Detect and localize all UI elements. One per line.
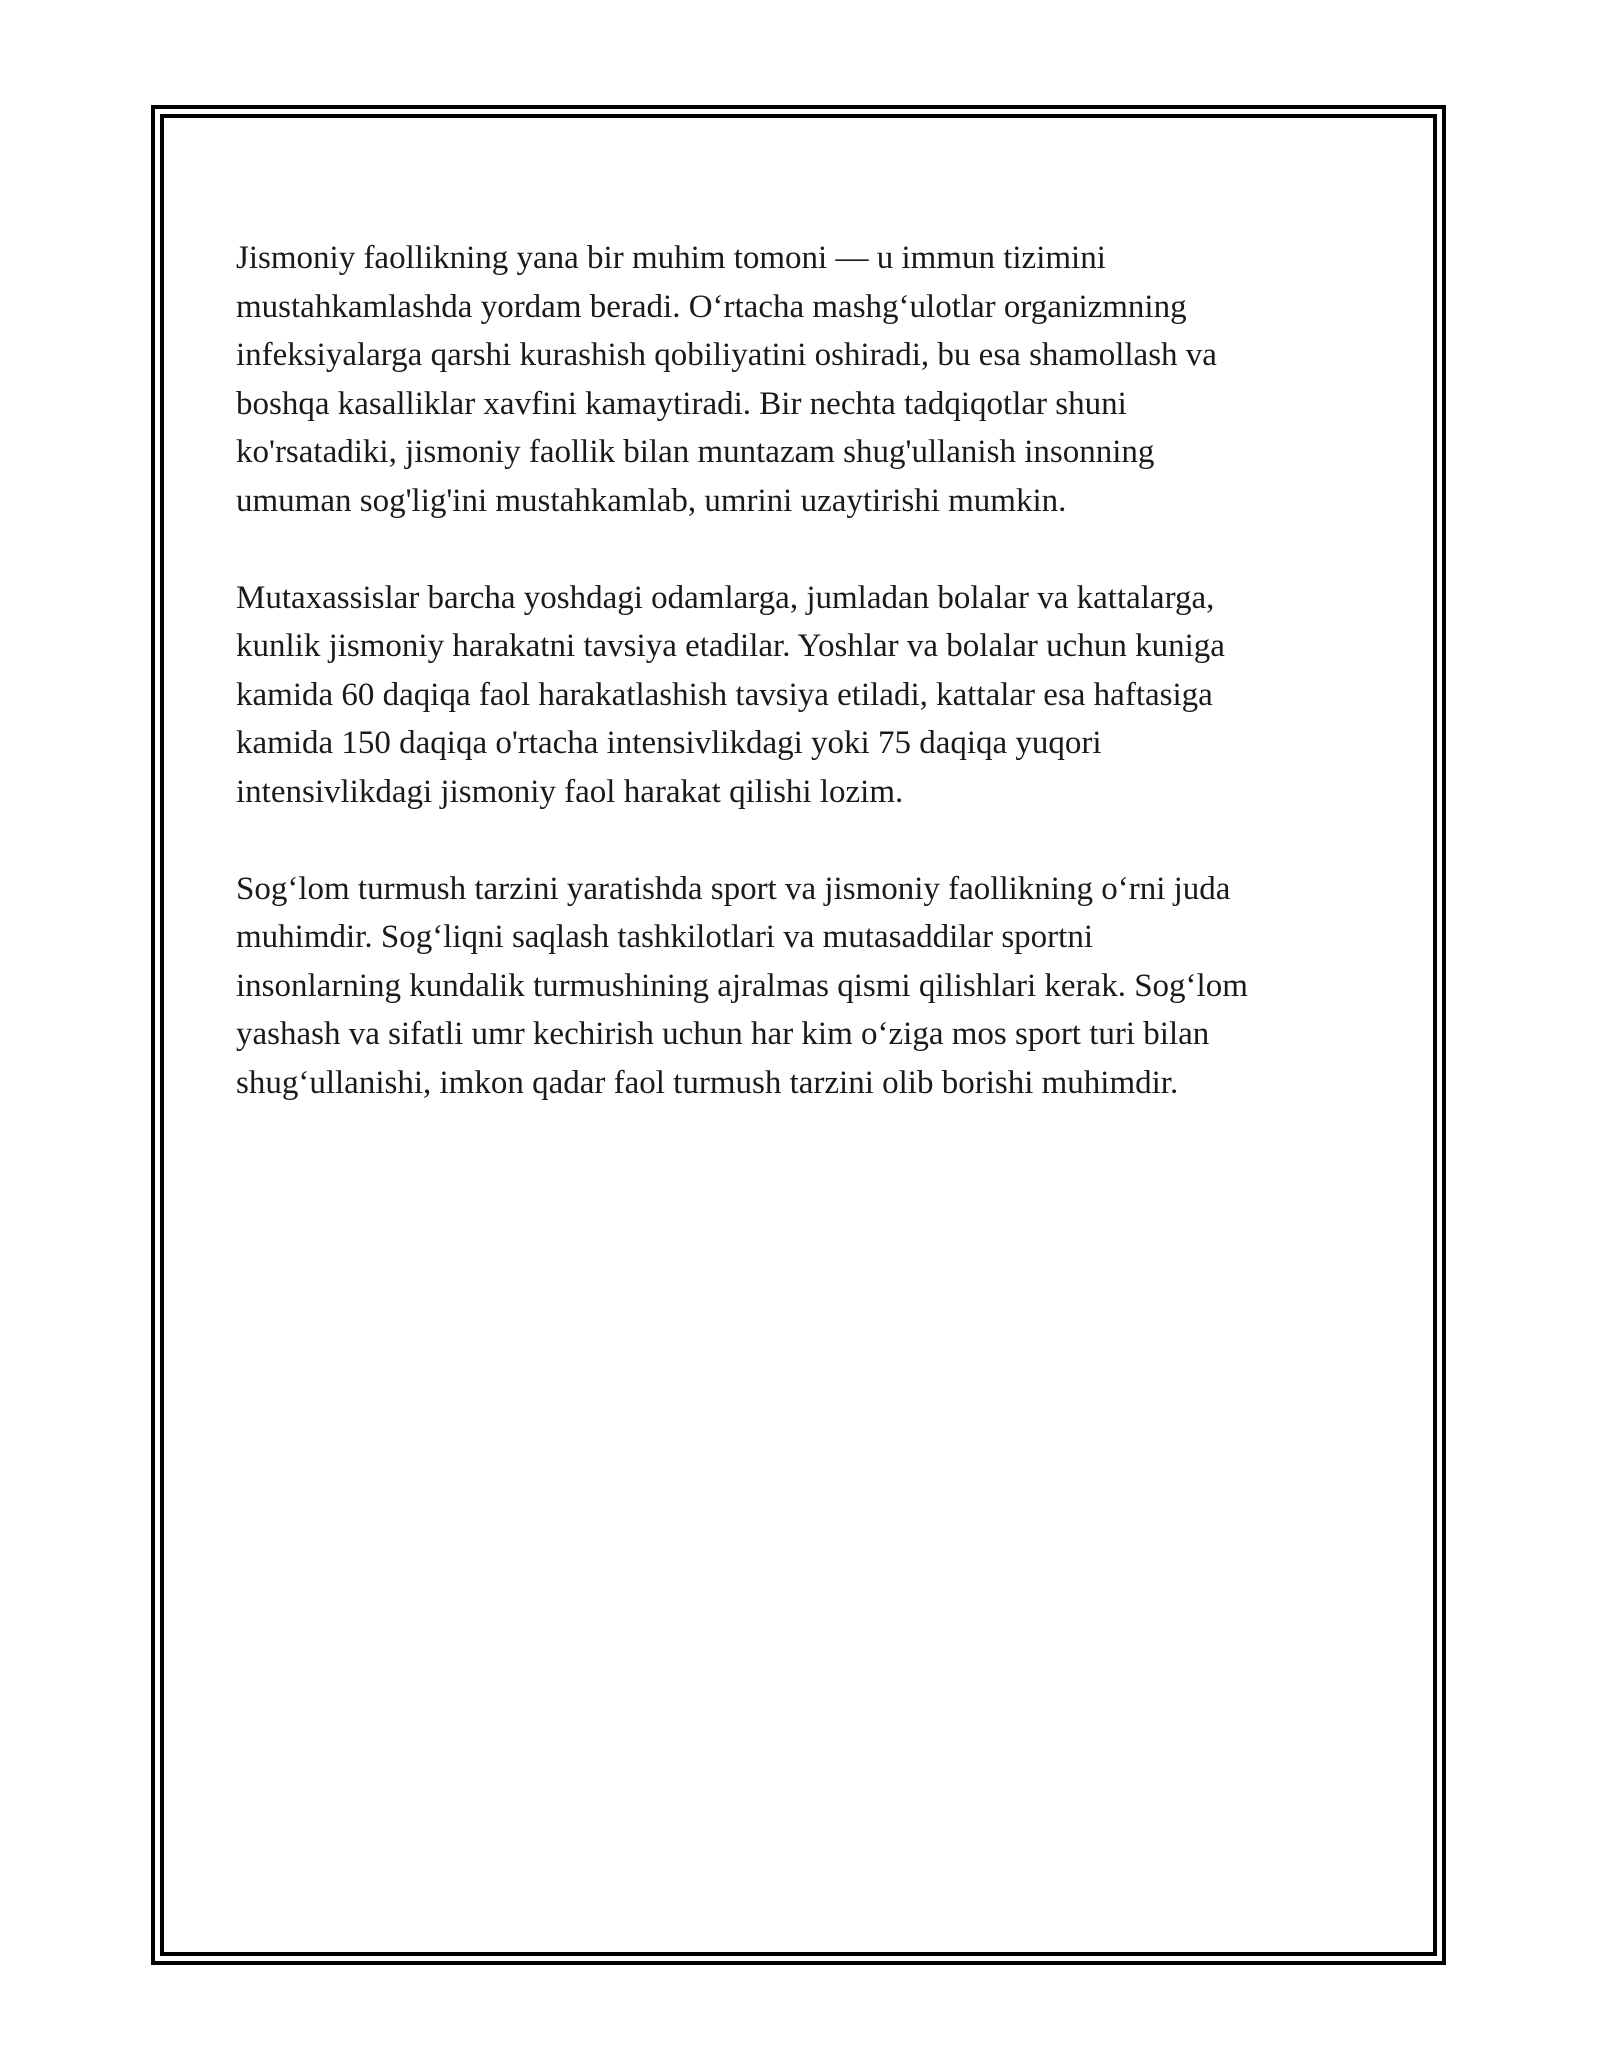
paragraph-healthy-lifestyle: Sog‘lom turmush tarzini yaratishda sport va jismoniy faollikning o‘rni juda muhimdir. Sog‘liqni saqlash tashkilotlari va mutasaddilar sportni insonlarning kundalik turmushining ajralmas qismi qilishlari kerak. Sog‘lom yashash va sifatli umr kechirish uchun har kim o‘ziga mos sport turi bilan shug‘ullanishi, imkon qadar faol turmush tarzini olib borishi muhimdir. [236,870,1248,1101]
document-body [236,234,1376,1156]
paragraph-activity-recommendations: Mutaxassislar barcha yoshdagi odamlarga, jumladan bolalar va kattalarga, kunlik jismoniy harakatni tavsiya etadilar. Yoshlar va bolalar uchun kuniga kamida 60 daqiqa faol harakatlashish tavsiya etiladi, kattalar esa haftasiga kamida 150 daqiqa o'rtacha intensivlikdagi yoki 75 daqiqa yuqori intensivlikdagi jismoniy faol harakat qilishi lozim. [236,579,1225,810]
paragraph-immune-system: Jismoniy faollikning yana bir muhim tomoni — u immun tizimini mustahkamlashda yordam beradi. O‘rtacha mashg‘ulotlar organizmning infeksiyalarga qarshi kurashish qobiliyatini oshiradi, bu esa shamollash va boshqa kasalliklar xavfini kamaytiradi. Bir nechta tadqiqotlar shuni ko'rsatadiki, jismoniy faollik bilan muntazam shug'ullanish insonning umuman sog'lig'ini mustahkamlab, umrini uzaytirishi mumkin. [236,240,1217,519]
